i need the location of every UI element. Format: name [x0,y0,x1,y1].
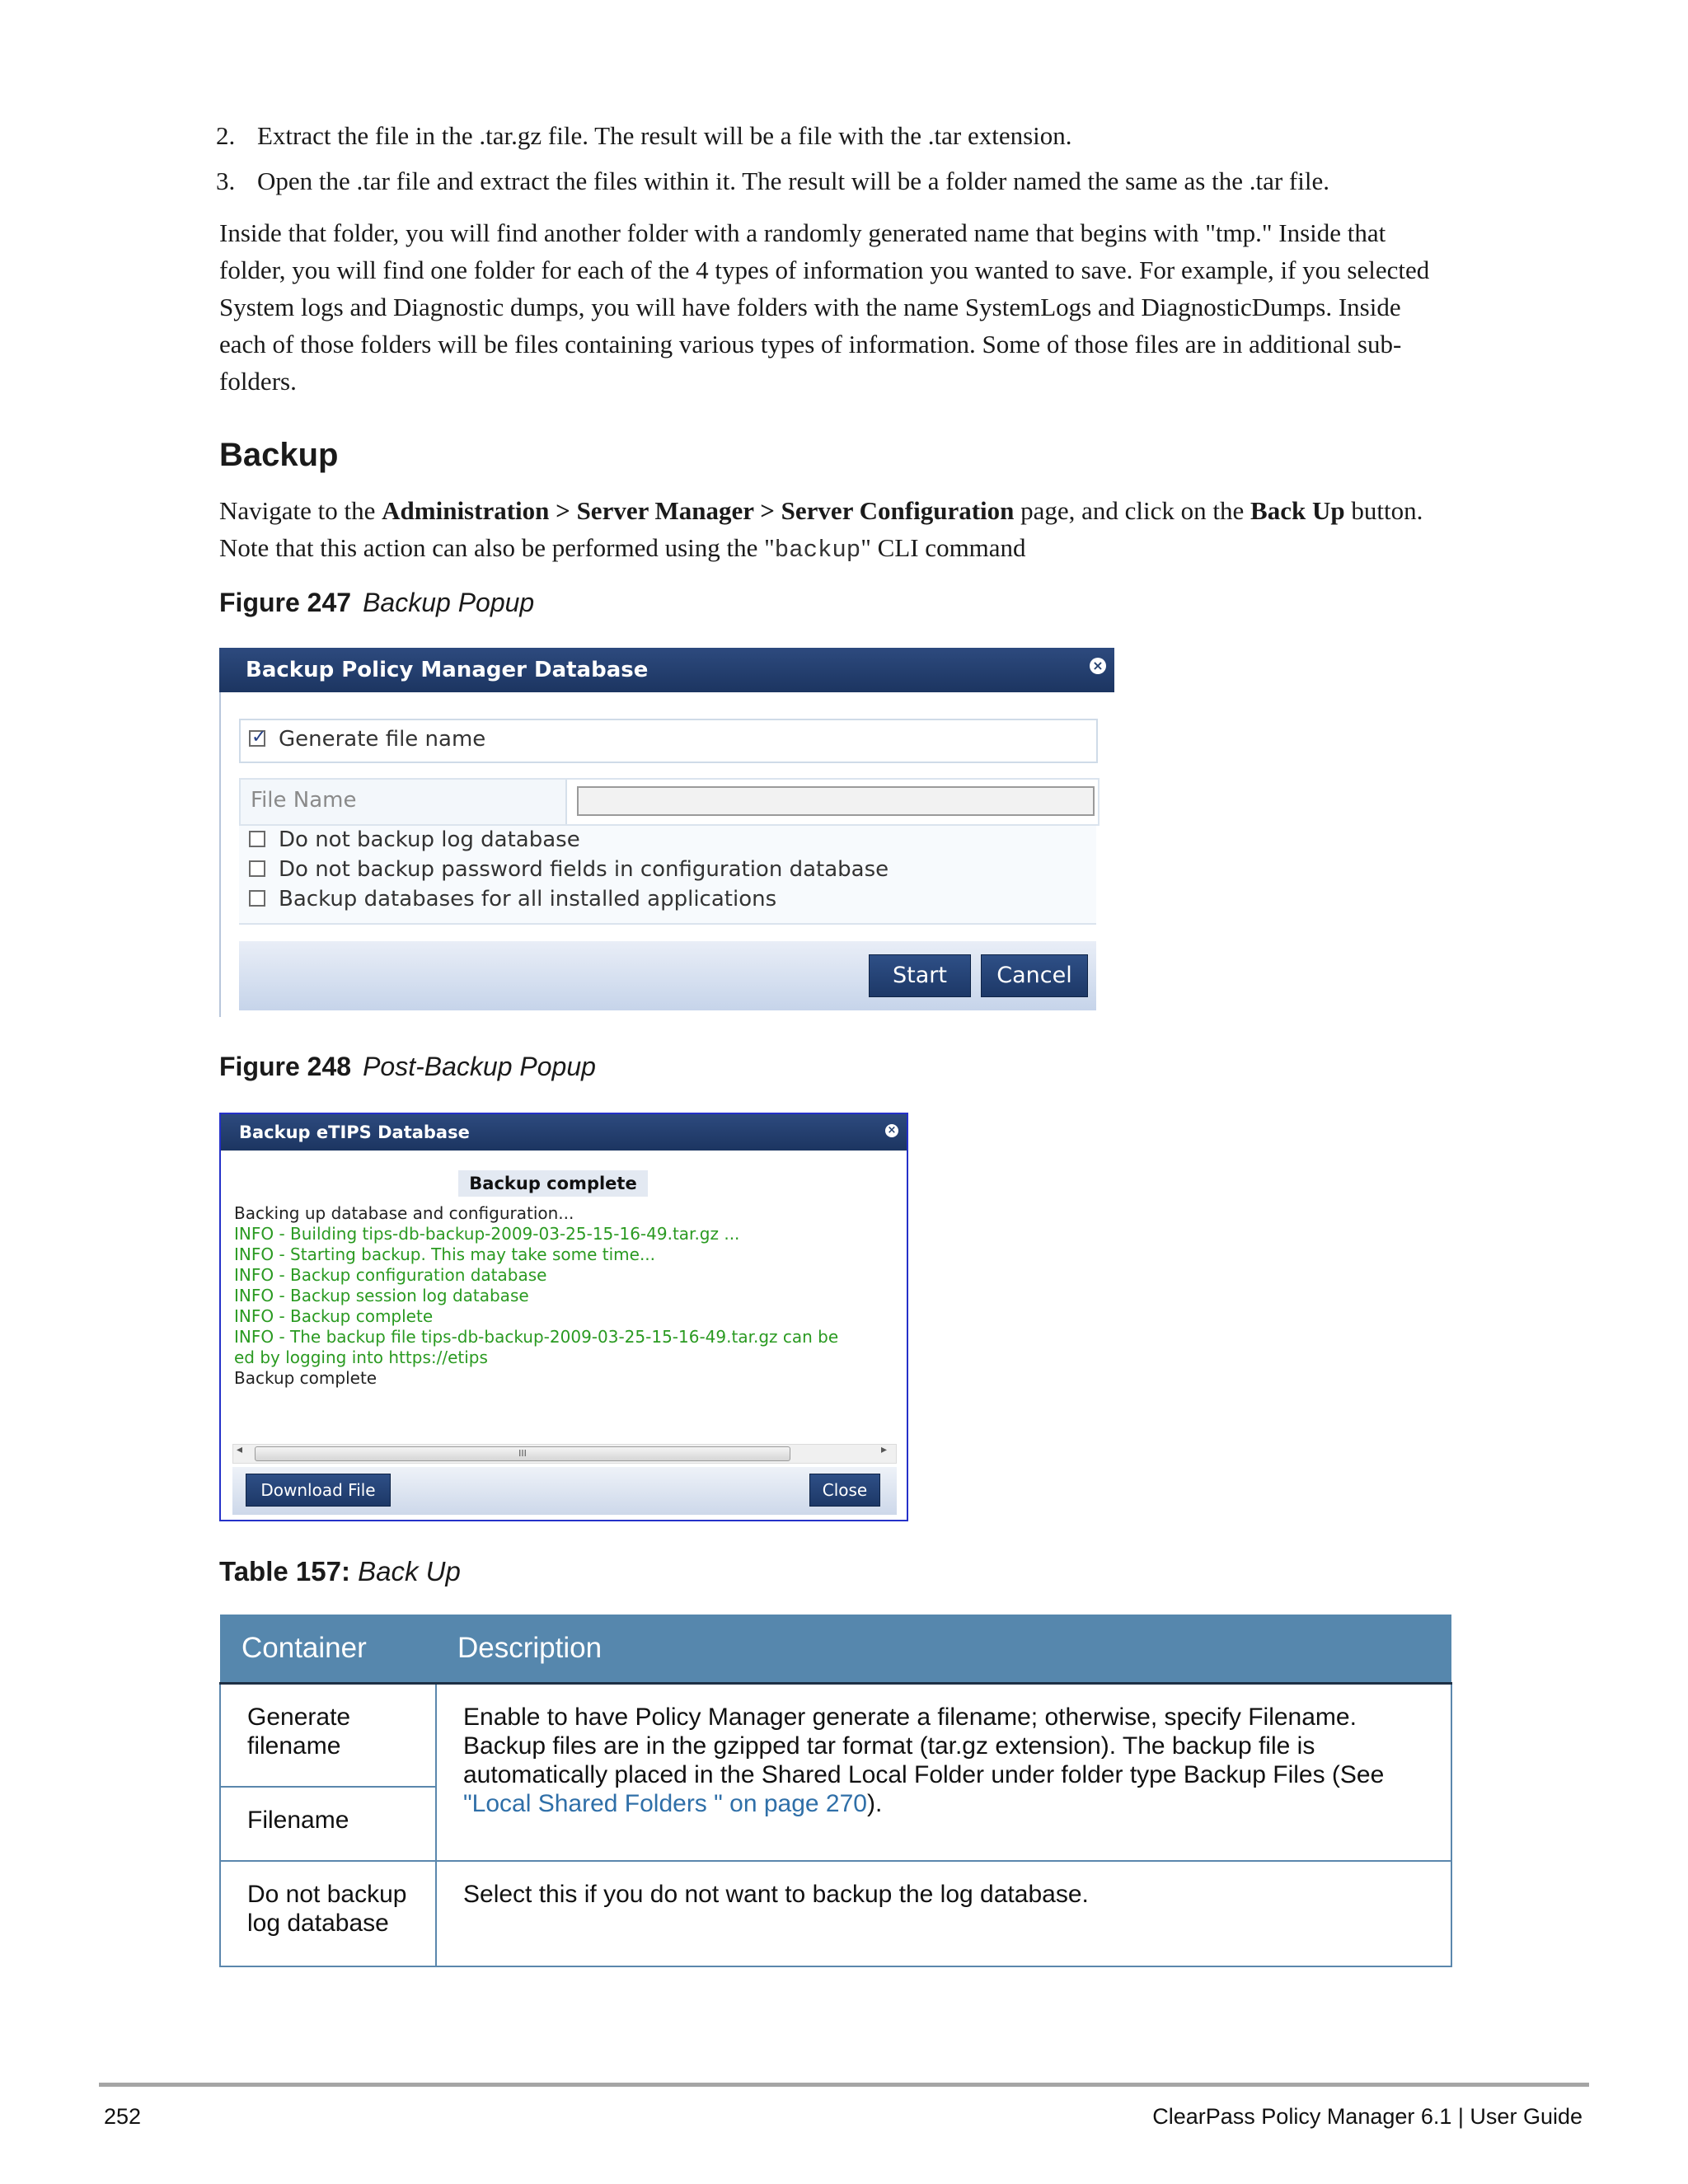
dialog-button-bar [239,941,1096,1010]
nav-text: button. [1344,496,1423,525]
intro-paragraph [219,214,1637,400]
nav-path-server-manager: Server Manager [576,496,754,525]
intro-line: each of those folders will be files containing various types of information. Some of those files are in additional sub- [219,330,1402,359]
file-name-row [239,778,1100,826]
nav-text: page, and click on the [1014,496,1251,525]
log-line: INFO - Starting backup. This may take some time... [234,1244,656,1264]
container-cell [220,1684,436,1788]
page-number: 252 [104,2104,142,2129]
option-label: Backup databases for all installed applications [279,887,777,912]
container-cell [220,1787,436,1861]
log-line: ed by logging into https://etips [234,1347,488,1367]
note-text: Note that this action can also be performed using the " [219,533,775,562]
log-line: INFO - Backup session log database [234,1286,529,1305]
start-button[interactable]: Start [869,954,971,997]
table-title: Back Up [358,1556,461,1586]
post-backup-button-bar [232,1467,897,1515]
table-row [220,1684,1451,1788]
post-backup-titlebar [221,1114,907,1151]
footer-divider [99,2083,1589,2087]
cli-command: backup [774,537,861,564]
cell-text: Do not backup [247,1881,407,1908]
horizontal-scrollbar[interactable] [232,1444,897,1464]
step-number: 3. [216,166,236,195]
figure-247-caption [219,588,534,618]
no-password-backup-checkbox[interactable] [249,860,265,877]
file-name-label: File Name [251,788,357,813]
log-line: INFO - The backup file tips-db-backup-2009-03-25-15-16-49.tar.gz can be [234,1327,839,1347]
step-number: 2. [216,121,236,150]
cell-text-end: ). [866,1790,883,1817]
section-title: Backup [219,437,339,473]
note-line [219,529,1653,569]
figure-title: Backup Popup [363,588,535,617]
backup-all-apps-checkbox[interactable] [249,890,265,907]
log-line: INFO - Building tips-db-backup-2009-03-25-15-16-49.tar.gz ... [234,1224,740,1244]
backup-table [219,1615,1452,1967]
option-label: Do not backup log database [279,827,580,852]
footer-guide-title: ClearPass Policy Manager 6.1 | User Guide [1152,2104,1582,2129]
scroll-right-icon[interactable]: ▸ [881,1443,888,1456]
generate-label: Generate file name [279,727,486,752]
no-log-backup-checkbox[interactable] [249,831,265,847]
table-label: Table 157: [219,1556,350,1586]
column-header-container: Container [220,1615,436,1684]
cell-text: Generate [247,1704,351,1731]
log-line: INFO - Backup complete [234,1306,434,1326]
figure-248-caption [219,1052,596,1082]
options-group [239,826,1096,925]
nav-sep: > [753,496,781,525]
nav-path-server-configuration: Server Configuration [781,496,1015,525]
nav-button-name: Back Up [1250,496,1345,525]
dialog-title: Backup Policy Manager Database [246,658,649,682]
description-cell [436,1684,1451,1862]
intro-line: System logs and Diagnostic dumps, you will have folders with the name SystemLogs and DiagnosticDumps. Inside [219,293,1401,321]
log-output [221,1203,907,1409]
backup-dialog [219,648,1114,1019]
post-backup-dialog [219,1113,908,1521]
cell-text: Backup files are in the gzipped tar format (tar.gz extension). The backup file is [463,1732,1315,1760]
step-2 [216,120,1617,152]
table-header-row [220,1615,1451,1684]
log-line: Backup complete [234,1368,377,1388]
nav-line [219,492,1653,529]
step-text: Extract the file in the .tar.gz file. The result will be a file with the .tar extension. [257,121,1072,150]
status-badge: Backup complete [458,1170,648,1197]
intro-line: Inside that folder, you will find another folder with a randomly generated name that begins with "tmp." Inside that [219,218,1386,247]
table-row [220,1861,1451,1966]
figure-label: Figure 248 [219,1052,352,1081]
generate-file-name-checkbox[interactable] [249,730,265,747]
file-name-label-cell [241,780,567,824]
cell-text: Filename [247,1807,349,1834]
cell-text: Select this if you do not want to backup the log database. [463,1881,1089,1908]
column-header-description: Description [436,1615,1451,1684]
cell-text: Enable to have Policy Manager generate a filename; otherwise, specify Filename. [463,1704,1357,1731]
close-icon[interactable]: × [1090,658,1106,674]
local-shared-folders-link[interactable]: "Local Shared Folders " on page 270 [463,1790,867,1817]
cancel-button[interactable]: Cancel [981,954,1088,997]
description-cell [436,1861,1451,1966]
dialog-body [219,692,1114,1017]
cell-text: automatically placed in the Shared Local Folder under folder type Backup Files (See [463,1761,1385,1788]
intro-line: folders. [219,367,297,396]
log-line: Backing up database and configuration... [234,1203,574,1223]
step-text: Open the .tar file and extract the files within it. The result will be a folder named the same as the .tar file. [257,166,1329,195]
generate-row [239,719,1098,763]
nav-path-administration: Administration [382,496,550,525]
option-label: Do not backup password fields in configuration database [279,857,889,882]
dialog-title: Backup eTIPS Database [239,1122,470,1142]
figure-label: Figure 247 [219,588,352,617]
figure-title: Post-Backup Popup [363,1052,596,1081]
scroll-thumb[interactable]: III [255,1446,790,1461]
close-button[interactable]: Close [809,1474,880,1507]
cell-text: log database [247,1910,389,1937]
step-3 [216,165,1617,198]
note-text: " CLI command [860,533,1026,562]
download-file-button[interactable]: Download File [246,1474,391,1507]
close-icon[interactable]: × [885,1124,898,1137]
cell-text [463,1789,1424,1818]
table-157-caption [219,1556,461,1587]
backup-dialog-titlebar [219,648,1114,692]
nav-paragraph [219,492,1653,569]
nav-sep: > [549,496,577,525]
container-cell [220,1861,436,1966]
scroll-left-icon[interactable]: ◂ [237,1443,243,1456]
nav-text: Navigate to the [219,496,382,525]
log-line: INFO - Backup configuration database [234,1265,547,1285]
intro-line: folder, you will find one folder for each of the 4 types of information you wanted to save. For example, if you selected [219,255,1430,284]
file-name-input[interactable] [577,786,1095,816]
cell-text: filename [247,1732,341,1760]
